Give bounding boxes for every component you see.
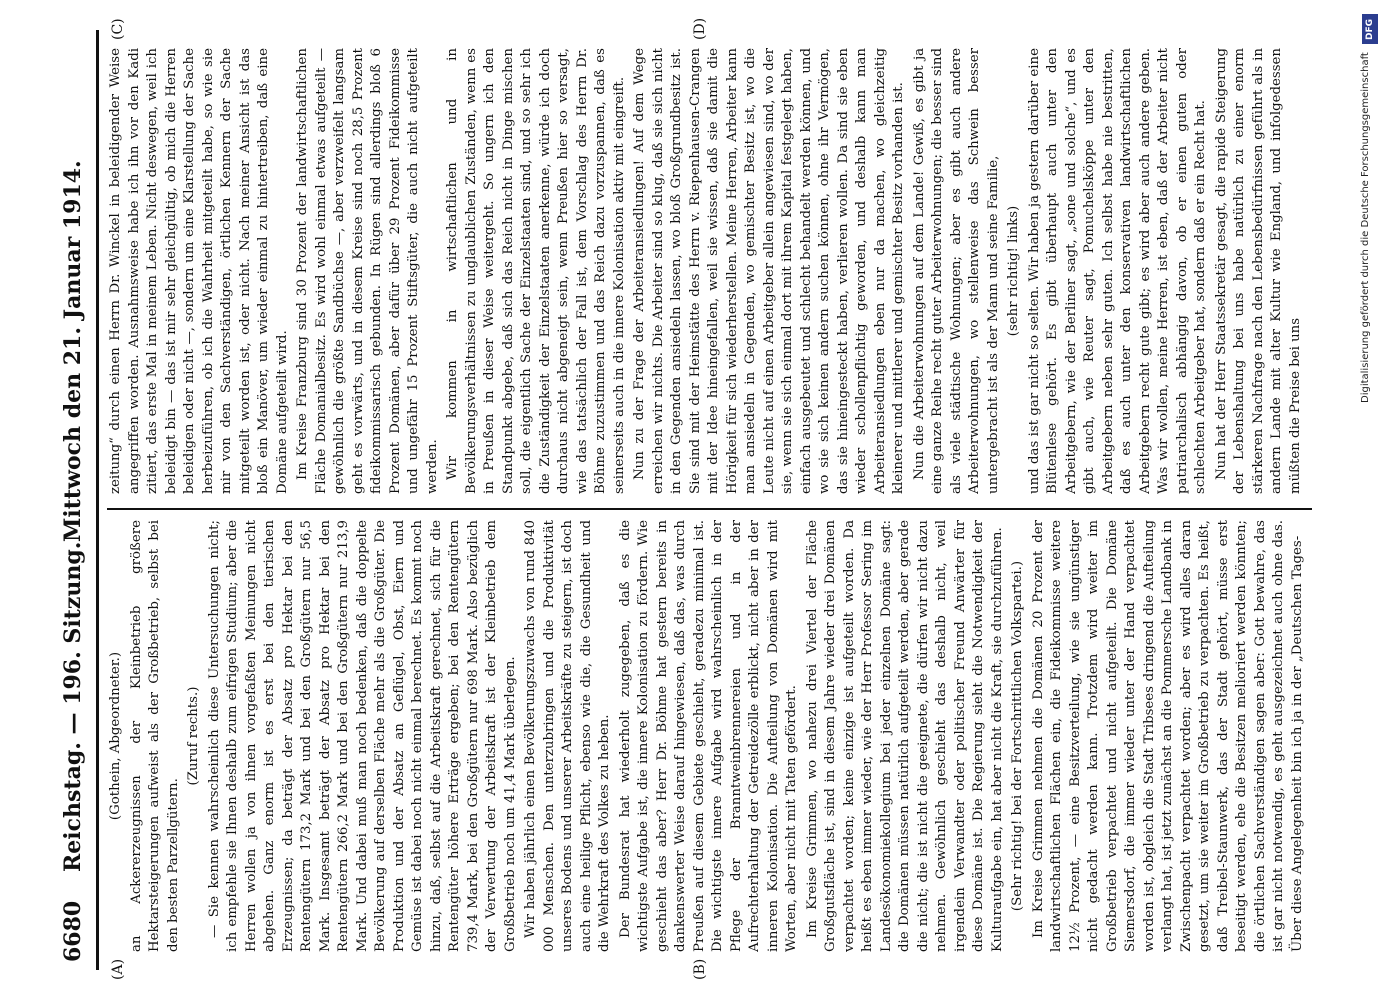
session-title: Reichstag. — 196. Sitzung.	[59, 541, 86, 872]
paragraph: Nun hat der Herr Staatssekretär gesagt, die rapide Steigerung der Lebenshaltung bei uns habe natürlich zu einer enorm stärkeren Nachfrage nach den Lebensbedürfnissen geführt als in andern Lande mit alter Kultur wie England, und infolgedessen müßten die Preise bei uns	[1213, 48, 1302, 494]
paragraph: Im Kreise Grimmen, wo nahezu drei Viertel der Fläche Großgutsfläche ist, sind in diesem Jahre wieder drei Domänen verpachtet worden; keine einzige ist aufgeteilt worden. Da heißt es eben immer wieder, wie der Herr Professor Sering im Landesökonomiekollegium bei jeder einzelnen Domäne sagt: die Domänen müssen natürlich aufgeteilt werden, aber gerade die nicht; die ist nicht die geeignete, die dürfen wir nicht dazu nehmen. Gewöhnlich geschieht das deshalb nicht, weil irgendein Verwandter oder politischer Freund Anwärter für diese Domäne ist. Die Regierung sieht die Notwendigkeit der Kulturaufgabe ein, hat aber nicht die Kraft, sie durchzuführen.	[804, 520, 1004, 952]
session-date: Mittwoch den 21. Januar 1914.	[59, 160, 86, 542]
paragraph: Im Kreise Franzburg sind 30 Prozent der landwirtschaftlichen Fläche Domanialbesitz. Es wird wohl einmal etwas aufgeteilt — gewöhnlich die größte Sandbüchse —, aber verzweifelt langsam geht es vorwärts, und in diesem Kreise sind noch 28,5 Prozent fideikommissarisch gebunden. In Rügen sind allerdings bloß 6 Prozent Domänen, aber dafür über 29 Prozent Fideikommisse und ungefähr 15 Prozent Stiftsgüter, die auch nicht aufgeteilt werden.	[294, 48, 439, 494]
margin-marker-b: (B)	[691, 958, 708, 980]
paragraph: Wir kommen in wirtschaftlichen und in Bevölkerungsverhältnissen zu unglaublichen Zuständen, wenn es in Preußen in dieser Weise weitergeht. So ungern ich den Standpunkt abgebe, daß sich das Reich nicht in Dinge mischen soll, die eigentlich Sache der Einzelstaaten sind, und so sehr ich die Zuständigkeit der Einzelstaaten anerkenne, würde ich doch durchaus nicht abgeneigt sein, wenn Preußen hier so versagt, wie das tatsächlich der Fall ist, dem Vorschlag des Herrn Dr. Böhme zuzustimmen und das Reich dazu vorzuspannen, daß es seinerseits auch in die innere Kolonisation aktiv mit eingreift.	[444, 48, 626, 494]
paragraph: Nun zu der Frage der Arbeiteransiedlungen! Auf dem Wege erreichen wir nichts. Die Arbeiter sind so klug, daß sie sich nicht in den Gegenden ansiedeln lassen, wo bloß Großgrundbesitz ist. Sie sind mit der Heimstätte des Herrn v. Riepenhausen-Crangen mit der Idee hineingefallen, weil sie wissen, daß sie damit die Hörigkeit für sich wiederherstellen. Meine Herren, Arbeiter kann man ansiedeln in Gegenden, wo gemischter Besitz ist, wo die Leute nicht auf einen Arbeitgeber allein angewiesen sind, wo der sie, wenn sie sich einmal dort mit ihrem Kapital festgelegt haben, einfach ausgebeutet und schlecht behandelt werden können, und wo sie sich keinen andern suchen können, ohne ihr Vermögen, das sie hineingesteckt haben, verlieren wollen. Da sind sie eben wieder schollenpflichtig geworden, und deshalb kann man Arbeiteransiedlungen eben nur da machen, wo gleichzeitig kleinerer und mittlerer und gemischter Besitz vorhanden ist.	[631, 48, 906, 494]
left-text-column	[107, 520, 1317, 952]
page-number: 6680	[59, 900, 86, 962]
paragraph: — Sie kennen wahrscheinlich diese Untersuchungen nicht; ich empfehle sie Ihnen deshalb zum eifrigen Studium; aber die Herren wollen ja von ihnen vorgefaßten Meinungen nicht abgehen. Ganz enorm ist es erst bei den tierischen Erzeugnissen; da beträgt der Absatz pro Hektar bei den Rentengütern 173,2 Mark und bei den Großgütern nur 56,5 Mark. Insgesamt beträgt der Absatz pro Hektar bei den Rentengütern 266,2 Mark und bei den Großgütern nur 213,9 Mark. Und dabei muß man noch bedenken, daß die doppelte Bevölkerung auf derselben Fläche mehr als die Großgüter. Die Produktion und der Absatz an Geflügel, Obst, Eiern und Gemüse ist dabei noch nicht einmal berechnet. Es kommt noch hinzu, daß, selbst auf die Arbeitskraft gerechnet, sich für die Rentengüter höhere Erträge ergeben; bei den Rentengütern 739,4 Mark, bei den Großgütern nur 698 Mark. Also bezüglich der Verwertung der Arbeitskraft ist der Kleinbetrieb dem Großbetrieb noch um 41,4 Mark überlegen.	[206, 520, 517, 952]
column-divider	[107, 508, 1312, 510]
page-header	[60, 40, 90, 962]
paragraph: Wir haben jährlich einen Bevölkerungszuwachs von rund 840 000 Menschen. Den unterzubringen und die Produktivität unseres Bodens und unserer Arbeitskräfte zu steigern, ist doch auch eine heilige Pflicht, ebenso wie die, die Gesundheit und die Wehrkraft des Volkes zu heben.	[522, 520, 612, 952]
paragraph: Der Bundesrat hat wiederholt zugegeben, daß es die wichtigste Aufgabe ist, die innere Kolonisation zu fördern. Wie geschieht das aber? Herr Dr. Böhme hat gestern bereits in dankenswerter Weise darauf hingewiesen, daß das, was durch Preußen auf diesem Gebiete geschieht, geradezu minimal ist. Die wichtigste innere Aufgabe wird wahrscheinlich in der Pflege der Branntweinbrennereien und in der Aufrechterhaltung der Getreidezölle erblickt, nicht aber in der inneren Kolonisation. Die Aufteilung von Domänen wird mit Worten, aber nicht mit Taten gefördert.	[617, 520, 799, 952]
digitization-credit	[1360, 8, 1382, 988]
header-rule	[96, 30, 99, 970]
paragraph: Nun die Arbeiterwohnungen auf dem Lande! Gewiß, es gibt ja eine ganze Reihe recht guter Arbeiterwohnungen; die besser sind als viele städtische Wohnungen; aber es gibt auch andere Arbeiterwohnungen, wo stellenweise das Schwein besser untergebracht ist als der Mann und seine Familie,	[911, 48, 1000, 494]
margin-marker-c: (C)	[109, 18, 126, 40]
margin-marker-d: (D)	[691, 17, 708, 40]
paragraph: zeitung“ durch einen Herrn Dr. Winckel in beleidigender Weise angegriffen worden. Ausnahmsweise habe ich ihn vor den Kadi zitiert, das erste Mal in meinem Leben. Nicht deswegen, weil ich beleidigt bin — das ist mir sehr gleichgültig, ob mich die Herren beleidigen oder nicht —, sondern um eine Klarstellung der Sache herbeizuführen, ob ich die Wahrheit mitgeteilt habe, so wie sie mir von den Sachverständigen, örtlichen Kennern der Sache mitgeteilt worden ist, oder nicht. Nach meiner Ansicht ist das bloß ein Manöver, um wieder einmal zu hintertreiben, daß eine Domäne aufgeteilt wird.	[107, 48, 289, 494]
dfg-logo: DFG	[1362, 14, 1378, 44]
paragraph: Im Kreise Grimmen nehmen die Domänen 20 Prozent der landwirtschaftlichen Flächen ein, die Fideikommisse weitere 12½ Prozent, — eine Besitzverteilung, wie sie ungünstiger nicht gedacht werden kann. Trotzdem wird weiter im Großbetrieb verpachtet und nicht aufgeteilt. Die Domäne Siemersdorf, die immer wieder unter der Hand verpachtet worden ist, obgleich die Stadt Tribsees dringend die Aufteilung verlangt hat, ist jetzt zunächst an die Pommersche Landbank in Zwischenpacht verpachtet worden; aber es wird alles daran gesetzt, um sie weiter im Großbetrieb zu verpachten. Es heißt, daß Treibel-Staunwerk, das der Stadt gehört, müsse erst beseitigt werden, ehe die Besitzen melioriert werden könnten; die örtlichen Sachverständigen sagen aber: Gott bewahre, das ist gar nicht notwendig, es geht ausgezeichnet auch ohne das. Über diese Angelegenheit bin ich ja in der „Deutschen Tages-	[1030, 520, 1304, 952]
rotated-newspaper-page	[52, 17, 1332, 980]
interjection: (Sehr richtig! bei der Fortschrittlichen Volkspartei.)	[1009, 560, 1025, 912]
paragraph: und das ist gar nicht so selten. Wir haben ja gestern darüber eine Blütenlese gehört. Es gibt überhaupt auch unter den Arbeitgebern, wie der Berliner sagt, „sone und solche“, und es gibt auch, wie Reuter sagt, Pomuchelsköppe unter den Arbeitgebern neben sehr guten. Ich selbst habe nie bestritten, daß es auch unter den konservativen landwirtschaftlichen Arbeitgebern recht gute gibt; es wird aber auch andere geben. Was wir wollen, meine Herren, ist eben, daß der Arbeiter nicht patriarchalisch abhängig davon, ob er einen guten oder schlechten Arbeitgeber hat, sondern daß er ein Recht hat.	[1026, 48, 1208, 494]
credit-text: Digitalisierung gefördert durch die Deutsche Forschungsgemeinschaft	[1360, 52, 1371, 403]
interjection: (Zuruf rechts.)	[185, 686, 201, 786]
interjection: (sehr richtig! links)	[1005, 205, 1021, 337]
speaker-note: (Gothein, Abgeordneter.)	[107, 651, 123, 821]
margin-marker-a: (A)	[109, 958, 126, 980]
right-text-column	[107, 48, 1317, 494]
paragraph: an Ackererzeugnissen der Kleinbetrieb größere Hektarsteigerungen aufweist als der Großbetrieb, selbst bei den besten Parzellgütern.	[128, 520, 180, 952]
